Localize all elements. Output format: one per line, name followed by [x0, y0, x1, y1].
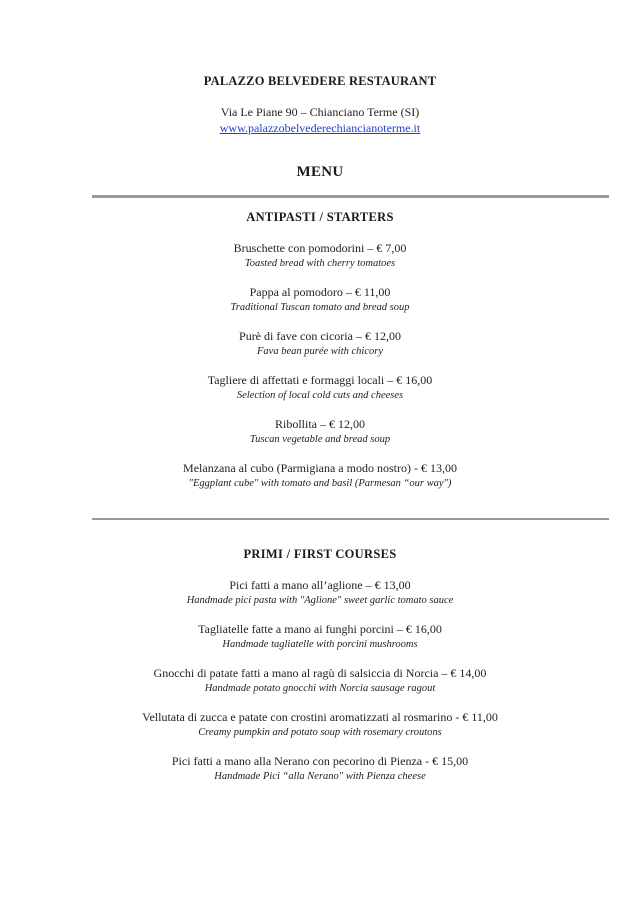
dish-name: Purè di fave con cicoria – € 12,00	[239, 329, 401, 343]
dish-name: Pici fatti a mano alla Nerano con pecorino di Pienza - € 15,00	[171, 754, 469, 768]
starters-section-title: ANTIPASTI / STARTERS	[246, 210, 394, 224]
dish-name: Pici fatti a mano all’aglione – € 13,00	[229, 578, 411, 592]
dish-name: Ribollita – € 12,00	[275, 417, 365, 431]
first-course-item	[0, 578, 640, 608]
dish-name: Vellutata di zucca e patate con crostini aromatizzati al rosmarino - € 11,00	[142, 710, 498, 724]
dish-description: Traditional Tuscan tomato and bread soup	[230, 302, 410, 313]
dish-description: Selection of local cold cuts and cheeses	[236, 390, 404, 401]
dish-description: "Eggplant cube" with tomato and basil (Parmesan “our way")	[188, 478, 452, 489]
dish-description: Toasted bread with cherry tomatoes	[244, 258, 396, 269]
dish-name: Tagliere di affettati e formaggi locali – € 16,00	[207, 373, 433, 387]
dish-name: Pappa al pomodoro – € 11,00	[249, 285, 391, 299]
dish-name: Bruschette con pomodorini – € 7,00	[233, 241, 407, 255]
starter-item	[0, 329, 640, 359]
dish-description: Handmade pici pasta with "Aglione" sweet garlic tomato sauce	[186, 595, 454, 606]
dish-description: Handmade Pici “alla Nerano" with Pienza cheese	[214, 771, 426, 782]
section-divider	[92, 195, 609, 198]
dish-description: Tuscan vegetable and bread soup	[249, 434, 391, 445]
starter-item	[0, 417, 640, 447]
dish-description: Fava bean purée with chicory	[257, 346, 383, 357]
restaurant-name: PALAZZO BELVEDERE RESTAURANT	[203, 74, 437, 88]
first-course-item	[0, 710, 640, 740]
address-block	[0, 104, 640, 136]
address: Via Le Piane 90 – Chianciano Terme (SI)	[220, 105, 420, 119]
first-course-item	[0, 754, 640, 784]
menu-title: MENU	[296, 164, 344, 180]
starter-item	[0, 285, 640, 315]
dish-name: Gnocchi di patate fatti a mano al ragù di salsiccia di Norcia – € 14,00	[153, 666, 487, 680]
starter-item	[0, 373, 640, 403]
section-divider	[92, 518, 609, 520]
dish-description: Creamy pumpkin and potato soup with rosemary croutons	[198, 727, 442, 738]
website-link[interactable]: www.palazzobelvederechiancianoterme.it	[219, 121, 421, 135]
first-course-item	[0, 622, 640, 652]
starter-item	[0, 241, 640, 271]
dish-name: Tagliatelle fatte a mano ai funghi porcini – € 16,00	[198, 622, 442, 636]
dish-name: Melanzana al cubo (Parmigiana a modo nostro) - € 13,00	[183, 461, 457, 475]
starter-item	[0, 461, 640, 491]
first-course-item	[0, 666, 640, 696]
dish-description: Handmade tagliatelle with porcini mushrooms	[222, 639, 418, 650]
first-courses-section-title: PRIMI / FIRST COURSES	[243, 547, 397, 561]
dish-description: Handmade potato gnocchi with Norcia sausage ragout	[204, 683, 436, 694]
